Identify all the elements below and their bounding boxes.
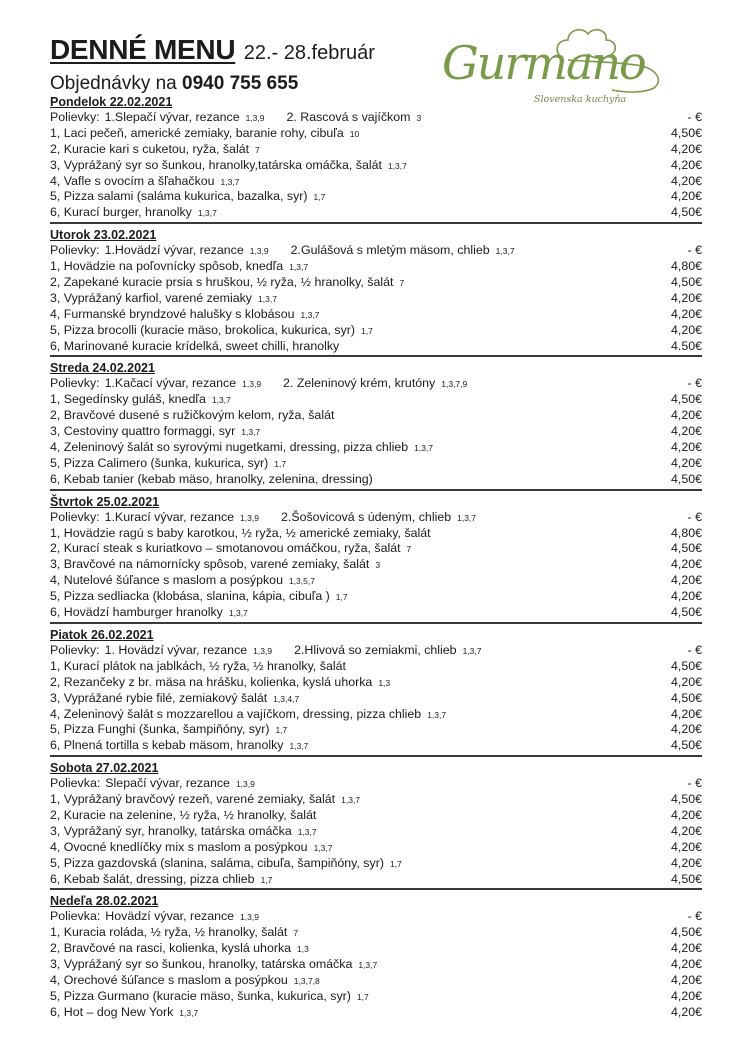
soup-2: 2.Hlivová so zemiakmi, chlieb: [294, 642, 457, 657]
menu-item: [50, 424, 702, 440]
menu-item-price: 4,20€: [670, 972, 702, 987]
page-title: DENNÉ MENU: [50, 34, 236, 65]
menu-item-text: [50, 573, 642, 590]
menu-item-allergens: 1,3: [297, 944, 309, 955]
menu-item-text: [50, 339, 642, 355]
order-line: [50, 74, 298, 93]
menu-item-allergens: 1,7: [313, 192, 326, 203]
menu-item-text: [50, 824, 642, 841]
menu-item-text: [50, 707, 642, 724]
soup-2-allergens: 1,3,7,9: [441, 379, 468, 390]
menu-item: [50, 307, 702, 323]
menu-item-price: 4,20€: [670, 408, 702, 423]
menu-item-price: 4,20€: [670, 1004, 702, 1019]
menu-item-price: 4,80€: [670, 259, 702, 274]
menu-item-allergens: 1,3,7: [341, 795, 361, 806]
menu-item-price: 4,20€: [670, 455, 702, 470]
menu-item-price: 4,20€: [670, 173, 702, 188]
menu-item-text: [50, 659, 642, 675]
menu-item-text: [50, 792, 642, 809]
menu-item-allergens: 7: [399, 278, 405, 289]
menu-item-allergens: 1,3,7: [289, 262, 309, 273]
menu-item-allergens: 1,3,7: [220, 176, 240, 187]
menu-item: [50, 691, 702, 707]
menu-item-name: 5, Pizza salami (saláma kukurica, bazalka, syr): [50, 189, 308, 204]
menu-item: [50, 142, 702, 158]
menu-item: [50, 259, 702, 275]
menu-item: [50, 526, 702, 542]
menu-item-name: 5, Pizza sedliacka (klobása, slanina, kápia, cibuľa ): [50, 589, 330, 604]
soup-2: 2.Gulášová s mletým mäsom, chlieb: [290, 243, 490, 258]
menu-item-name: 4, Orechové šúľance s maslom a posýpkou: [50, 972, 288, 987]
menu-item-allergens: 1,3,7: [179, 1007, 199, 1018]
menu-item: [50, 275, 702, 291]
menu-item-text: [50, 408, 642, 424]
menu-item-price: 4,20€: [670, 141, 702, 156]
menu-item-text: [50, 738, 642, 755]
soup-list: [50, 376, 642, 393]
soup-row: [50, 510, 702, 526]
menu-item-name: 5, Pizza Calimero (šunka, kukurica, syr): [50, 455, 269, 470]
order-phone: 0940 755 655: [182, 73, 299, 94]
menu-item: [50, 440, 702, 456]
menu-item-allergens: 1,3,7: [300, 309, 320, 320]
soup-list: [50, 643, 642, 660]
menu-item-name: 1, Segedínsky guláš, knedľa: [50, 392, 206, 407]
menu-item-price: 4,20€: [670, 706, 702, 721]
day-section: [50, 893, 702, 1021]
soup-list: [50, 243, 642, 260]
menu-item-name: 5, Pizza brocolli (kuracie mäso, brokolica, kukurica, syr): [50, 322, 356, 337]
menu-item-text: [50, 424, 642, 441]
soup-price: - €: [687, 110, 702, 124]
menu-item-name: 1, Kurací plátok na jablkách, ½ ryža, ½ hranolky, šalát: [50, 658, 346, 673]
soup-row: [50, 776, 702, 792]
menu-item: [50, 792, 702, 808]
menu-item-name: 4, Furmanské bryndzové halušky s klobásou: [50, 306, 295, 321]
menu-item-name: 6, Kurací burger, hranolky: [50, 205, 192, 220]
menu-item-price: 4,20€: [670, 722, 702, 737]
menu-item-name: 5, Pizza Gurmano (kuracie mäso, šunka, kukurica, syr): [50, 988, 351, 1003]
menu-item-price: 4,50€: [670, 871, 702, 886]
menu-item-allergens: 1,7: [274, 458, 287, 469]
menu-item-price: 4,50€: [670, 541, 702, 556]
menu-item-name: 1, Hovädzie ragú s baby karotkou, ½ ryža, ½ americké zemiaky, šalát: [50, 525, 431, 540]
menu-item: [50, 589, 702, 605]
day-title: Utorok 23.02.2021: [50, 228, 157, 243]
menu-item-text: [50, 323, 642, 340]
menu-item-allergens: 1,3,7: [197, 208, 217, 219]
menu-item-text: [50, 989, 642, 1006]
menu-item-text: [50, 840, 642, 857]
menu-item-price: 4,20€: [670, 440, 702, 455]
menu-item: [50, 189, 702, 205]
menu-item-allergens: 1,3,7: [358, 960, 378, 971]
menu-item-price: 4,20€: [670, 988, 702, 1003]
menu-item: [50, 808, 702, 824]
soup-row: [50, 376, 702, 392]
menu-item-text: [50, 541, 642, 558]
soup-2-allergens: 1,3,7: [495, 246, 515, 257]
menu-item-name: 6, Hot – dog New York: [50, 1004, 174, 1019]
day-section: [50, 94, 702, 224]
menu-item: [50, 158, 702, 174]
menu-item: [50, 707, 702, 723]
menu-item-allergens: 7: [406, 544, 412, 555]
menu-days: [50, 94, 702, 1025]
menu-item-name: 2, Kuracie kari s cuketou, ryža, šalát: [50, 141, 250, 156]
menu-item-price: 4,20€: [670, 807, 702, 822]
menu-item-price: 4,50€: [670, 690, 702, 705]
soup-label: Polievky:: [50, 376, 100, 391]
menu-item-name: 3, Vyprážaný syr, hranolky, tatárska omáčka: [50, 823, 292, 838]
menu-item-price: 4,20€: [670, 189, 702, 204]
menu-item-name: 4, Zeleninový šalát so syrovými nugetkami, dressing, pizza chlieb: [50, 440, 409, 455]
menu-item-text: [50, 158, 642, 175]
menu-item-allergens: 1,3,7: [297, 826, 317, 837]
soup-2-allergens: 1,3,7: [462, 645, 482, 656]
menu-item-name: 2, Kuracie na zelenine, ½ ryža, ½ hranolky, šalát: [50, 807, 317, 822]
menu-item-name: 2, Bravčové dusené s ružičkovým kelom, ryža, šalát: [50, 408, 335, 423]
menu-item-price: 4,50€: [670, 605, 702, 620]
menu-item-allergens: 1,3,4,7: [273, 693, 300, 704]
title-line: [50, 36, 375, 64]
menu-item-allergens: 7: [293, 928, 299, 939]
menu-item-price: 4,20€: [670, 322, 702, 337]
soup-list: [50, 909, 642, 926]
soup-list: [50, 110, 642, 127]
soup-list: [50, 510, 642, 527]
soup-2: 2. Zeleninový krém, krutóny: [283, 376, 436, 391]
menu-item-name: 6, Hovädzí hamburger hranolky: [50, 605, 223, 620]
menu-item-price: 4,20€: [670, 941, 702, 956]
menu-item: [50, 126, 702, 142]
menu-item-allergens: 1,3,7: [414, 443, 434, 454]
menu-item-name: 4, Nutelové šúľance s maslom a posýpkou: [50, 573, 283, 588]
menu-item-text: [50, 526, 642, 542]
menu-item-text: [50, 205, 642, 222]
menu-item-name: 2, Kurací steak s kuriatkovo – smotanovou omáčkou, ryža, šalát: [50, 541, 401, 556]
day-section: [50, 627, 702, 757]
soup-1-allergens: 1,3,9: [249, 246, 269, 257]
menu-item-price: 4,20€: [670, 290, 702, 305]
menu-item-text: [50, 440, 642, 457]
menu-item-name: 3, Vyprážaný syr so šunkou, hranolky, tatárska omáčka: [50, 957, 353, 972]
menu-item-allergens: 1,3,7: [387, 160, 407, 171]
menu-item-allergens: 1,7: [335, 592, 348, 603]
soup-2-allergens: 3: [416, 113, 422, 123]
logo-name: Gurmano: [442, 36, 645, 90]
day-section: [50, 494, 702, 624]
menu-item-price: 4,50€: [670, 925, 702, 940]
menu-item-allergens: 1,7: [260, 874, 273, 885]
menu-item-text: [50, 973, 642, 990]
menu-item-text: [50, 605, 642, 622]
menu-item: [50, 738, 702, 754]
soup-price: - €: [687, 243, 702, 258]
menu-item: [50, 840, 702, 856]
menu-item: [50, 824, 702, 840]
soup-1: 1.Kurací vývar, rezance: [104, 509, 235, 524]
menu-item-allergens: 1,3: [378, 677, 391, 688]
menu-item-text: [50, 174, 642, 191]
menu-item-text: [50, 275, 642, 292]
menu-item-text: [50, 925, 642, 942]
soup-2-allergens: 1,3,7: [457, 512, 477, 523]
menu-item: [50, 456, 702, 472]
soup-1: 1.Hovädzí vývar, rezance: [104, 243, 244, 258]
menu-item-text: [50, 1005, 642, 1022]
day-title: Piatok 26.02.2021: [50, 627, 154, 642]
menu-item-text: [50, 456, 642, 473]
menu-item-text: [50, 392, 642, 409]
soup-1-allergens: 1,3,9: [240, 512, 259, 523]
menu-item: [50, 392, 702, 408]
menu-item-text: [50, 307, 642, 324]
menu-item-text: [50, 142, 642, 159]
menu-item-name: 1, Laci pečeň, americké zemiaky, baranie rohy, cibuľa: [50, 125, 344, 140]
soup-label: Polievka:: [50, 909, 101, 924]
menu-item: [50, 957, 702, 973]
menu-item-allergens: 1,7: [389, 858, 402, 869]
menu-item-allergens: 1,3,7,8: [293, 975, 320, 986]
soup-1: 1.Kačací vývar, rezance: [104, 376, 237, 391]
menu-item-name: 6, Plnená tortilla s kebab mäsom, hranolky: [50, 738, 284, 753]
menu-item-allergens: 1,7: [356, 991, 369, 1002]
menu-item-allergens: 1,3,7: [313, 842, 333, 853]
menu-item-price: 4,20€: [670, 839, 702, 854]
menu-item-allergens: 1,3,7: [289, 741, 309, 752]
date-range: 22.- 28.február: [243, 42, 375, 64]
menu-item: [50, 323, 702, 339]
menu-item-name: 3, Vyprážané rybie filé, zemiakový šalát: [50, 690, 268, 705]
menu-item: [50, 472, 702, 488]
menu-item: [50, 659, 702, 675]
menu-item-allergens: 1,3,7: [241, 427, 261, 438]
soup-2: 2.Šošovicová s údeným, chlieb: [280, 509, 452, 524]
soup-1: 1. Hovädzí vývar, rezance: [104, 642, 248, 657]
menu-item-name: 2, Bravčové na rasci, kolienka, kyslá uhorka: [50, 941, 292, 956]
menu-item-name: 3, Vyprážaný karfiol, varené zemiaky: [50, 290, 253, 305]
menu-item-text: [50, 259, 642, 276]
menu-item-name: 3, Cestoviny quattro formaggi, syr: [50, 424, 236, 439]
menu-item-price: 4,20€: [670, 557, 702, 572]
menu-item-price: 4.50€: [670, 338, 702, 353]
soup-row: [50, 110, 702, 126]
menu-item: [50, 973, 702, 989]
menu-item-price: 4,50€: [670, 392, 702, 407]
soup-price: - €: [687, 909, 702, 924]
menu-item-text: [50, 808, 642, 824]
menu-item-name: 2, Zapekané kuracie prsia s hruškou, ½ ryža, ½ hranolky, šalát: [50, 275, 394, 290]
menu-item-text: [50, 291, 642, 308]
menu-item: [50, 925, 702, 941]
menu-item: [50, 205, 702, 221]
day-section: [50, 360, 702, 490]
menu-item: [50, 339, 702, 355]
soup-label: Polievky:: [50, 642, 100, 657]
menu-item: [50, 557, 702, 573]
menu-item: [50, 408, 702, 424]
menu-item-price: 4,20€: [670, 957, 702, 972]
soup-label: Polievky:: [50, 243, 100, 258]
menu-item-price: 4,20€: [670, 589, 702, 604]
menu-item-allergens: 1,3,7: [258, 293, 277, 304]
menu-item-name: 1, Vyprážaný bravčový rezeň, varené zemiaky, šalát: [50, 792, 336, 807]
menu-item: [50, 941, 702, 957]
soup-1-allergens: 1,3,9: [245, 113, 265, 123]
menu-item-text: [50, 557, 642, 574]
menu-item-allergens: 10: [349, 128, 360, 139]
menu-item: [50, 291, 702, 307]
menu-item-price: 4,20€: [670, 157, 702, 172]
menu-item-price: 4,20€: [670, 823, 702, 838]
menu-item: [50, 174, 702, 190]
menu-item-price: 4,50€: [670, 275, 702, 290]
menu-item-allergens: 1,3,5,7: [288, 576, 315, 587]
soup-label: Polievka:: [50, 776, 101, 791]
soup-1-allergens: 1,3,9: [242, 379, 262, 390]
soup-price: - €: [687, 509, 702, 524]
menu-item-price: 4,20€: [670, 573, 702, 588]
menu-item-text: [50, 722, 642, 739]
day-section: [50, 760, 702, 890]
menu-item-name: 4, Vafle s ovocím a šľahačkou: [50, 173, 215, 188]
menu-item-text: [50, 472, 642, 488]
menu-item-text: [50, 691, 642, 708]
menu-item-allergens: 1,7: [275, 725, 288, 736]
soup-row: [50, 243, 702, 259]
menu-item: [50, 605, 702, 621]
menu-item-text: [50, 126, 642, 143]
menu-item-name: 5, Pizza Funghi (šunka, šampiňóny, syr): [50, 722, 270, 737]
menu-item-name: 4, Ovocné knedlíčky mix s maslom a posýpkou: [50, 839, 308, 854]
menu-item-name: 3, Vyprážaný syr so šunkou, hranolky,tatárska omáčka, šalát: [50, 157, 382, 172]
menu-item-name: 5, Pizza gazdovská (slanina, saláma, cibuľa, šampiňóny, syr): [50, 855, 384, 870]
menu-item-price: 4,50€: [670, 471, 702, 486]
menu-item-price: 4,50€: [670, 792, 702, 807]
menu-item: [50, 722, 702, 738]
soup-list: [50, 776, 642, 793]
soup-2: 2. Rascová s vajíčkom: [286, 110, 411, 124]
menu-item-allergens: 7: [255, 144, 260, 155]
menu-item-allergens: 1,3,7: [228, 608, 248, 619]
menu-item-name: 1, Hovädzie na poľovnícky spôsob, knedľa: [50, 259, 284, 274]
day-title: Pondelok 22.02.2021: [50, 95, 173, 109]
logo-subtitle: Slovenska kuchyňa: [534, 94, 627, 105]
menu-item: [50, 675, 702, 691]
day-section: [50, 227, 702, 357]
soup-label: Polievky:: [50, 110, 100, 124]
soup-row: [50, 909, 702, 925]
soup-1-allergens: 1,3,9: [235, 779, 255, 790]
day-title: Štvrtok 25.02.2021: [50, 494, 160, 509]
soup-1: Hovädzí vývar, rezance: [105, 909, 235, 924]
order-label: Objednávky na: [50, 73, 177, 94]
soup-row: [50, 643, 702, 659]
day-title: Sobota 27.02.2021: [50, 761, 159, 776]
menu-item-text: [50, 872, 642, 889]
menu-item-text: [50, 941, 642, 958]
menu-item-price: 4,20€: [670, 855, 702, 870]
menu-item-price: 4,20€: [670, 306, 702, 321]
menu-item-name: 1, Kuracia roláda, ½ ryža, ½ hranolky, šalát: [50, 925, 288, 940]
soup-1: Slepačí vývar, rezance: [105, 776, 230, 791]
menu-item-name: 6, Marinované kuracie krídelká, sweet chilli, hranolky: [50, 338, 340, 353]
menu-item-name: 3, Bravčové na námornícky spôsob, varené zemiaky, šalát: [50, 557, 370, 572]
menu-item-price: 4,50€: [670, 738, 702, 753]
menu-item-text: [50, 189, 642, 206]
menu-item-allergens: 1,7: [361, 325, 373, 336]
menu-item-name: 2, Rezančeky z br. mäsa na hrášku, kolienka, kyslá uhorka: [50, 674, 373, 689]
menu-item: [50, 989, 702, 1005]
menu-item-allergens: 3: [375, 560, 381, 571]
soup-label: Polievky:: [50, 509, 100, 524]
menu-item: [50, 872, 702, 888]
menu-item: [50, 541, 702, 557]
day-title: Streda 24.02.2021: [50, 361, 155, 376]
menu-item: [50, 856, 702, 872]
day-title: Nedeľa 28.02.2021: [50, 894, 159, 909]
menu-item-name: 6, Kebab šalát, dressing, pizza chlieb: [50, 871, 255, 886]
soup-price: - €: [687, 776, 702, 791]
soup-1-allergens: 1,3,9: [253, 645, 273, 656]
menu-item-price: 4,50€: [670, 205, 702, 220]
soup-price: - €: [687, 376, 702, 391]
menu-item-name: 4, Zeleninový šalát s mozzarellou a vajíčkom, dressing, pizza chlieb: [50, 706, 422, 721]
menu-item-price: 4,80€: [670, 525, 702, 540]
menu-item-text: [50, 856, 642, 873]
menu-item-allergens: 1,3,7: [211, 395, 231, 406]
menu-item-price: 4,20€: [670, 424, 702, 439]
menu-item: [50, 573, 702, 589]
menu-item-text: [50, 589, 642, 606]
menu-item-price: 4,20€: [670, 674, 702, 689]
soup-price: - €: [687, 642, 702, 657]
menu-item-name: 6, Kebab tanier (kebab mäso, hranolky, zelenina, dressing): [50, 471, 373, 486]
menu-item-price: 4,50€: [670, 658, 702, 673]
menu-item: [50, 1005, 702, 1021]
soup-1-allergens: 1,3,9: [240, 912, 259, 923]
menu-item-allergens: 1,3,7: [427, 709, 447, 720]
soup-1: 1.Slepačí vývar, rezance: [104, 110, 240, 124]
menu-item-price: 4,50€: [670, 125, 702, 140]
menu-item-text: [50, 957, 642, 974]
menu-item-text: [50, 675, 642, 692]
